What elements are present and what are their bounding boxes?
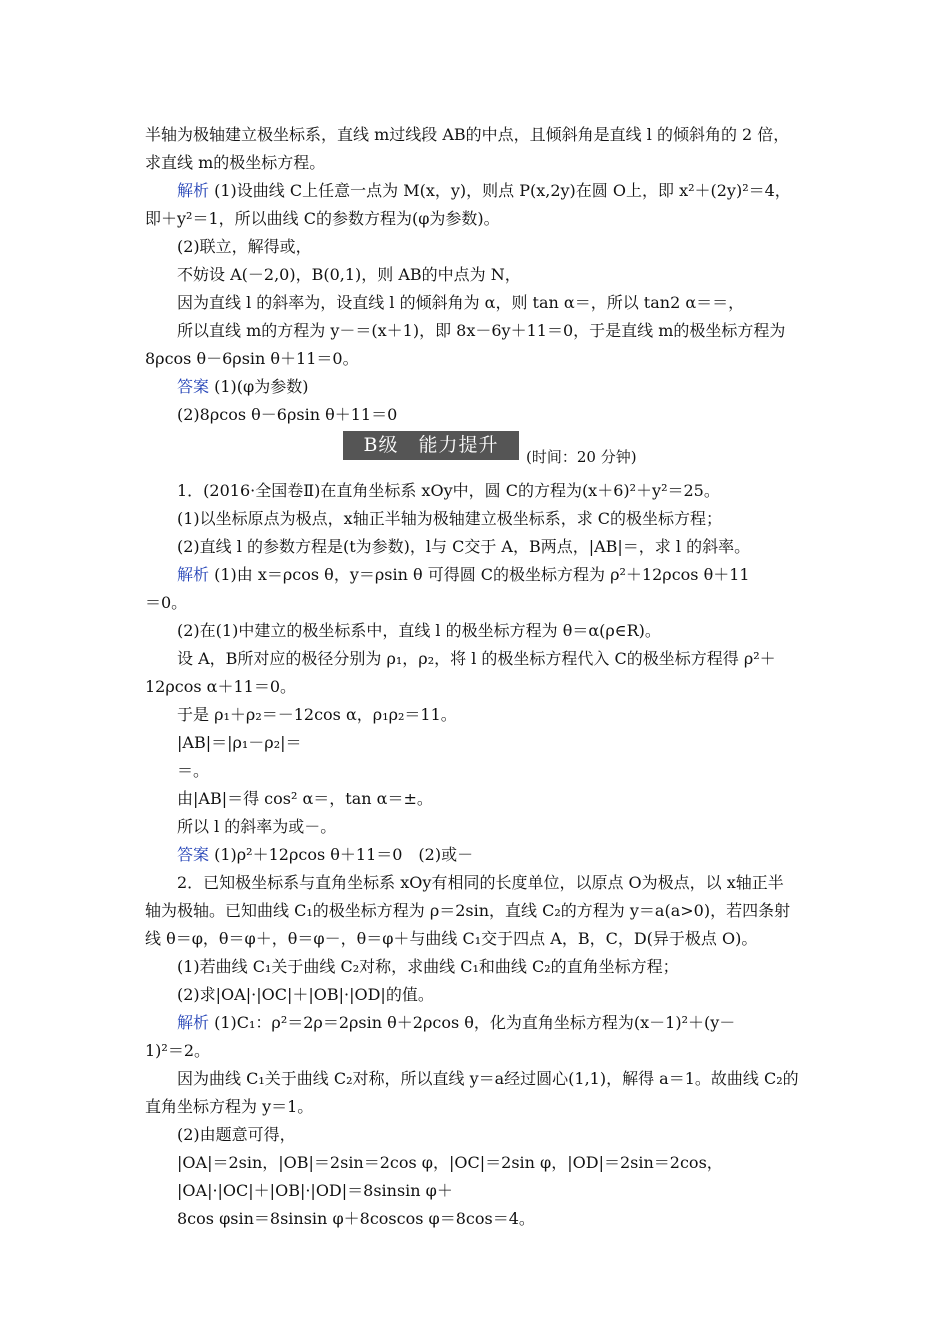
text-line: 由|AB|＝得 cos² α＝，tan α＝±。	[177, 789, 433, 808]
answer-line	[177, 377, 308, 397]
text-line: (2)联立，解得或，	[177, 237, 312, 256]
text-line: 所以直线 m的方程为 y－＝(x＋1)，即 8x－6y＋11＝0，于是直线 m的极坐标方程为	[177, 321, 786, 340]
text-line: ＝。	[177, 761, 210, 780]
text-line: (2)由题意可得，	[177, 1125, 296, 1144]
solution-text: (1)设曲线 C上任意一点为 M(x，y)，则点 P(x,2y)在圆 O上，即 x²＋(2y)²＝4，	[214, 181, 791, 200]
text-line: (1)以坐标原点为极点，x轴正半轴为极轴建立极坐标系，求 C的极坐标方程；	[177, 509, 723, 528]
solution-label: 解析	[177, 1013, 210, 1032]
text-line: 直角坐标方程为 y＝1。	[145, 1097, 314, 1116]
solution-line	[177, 181, 791, 201]
text-line: 12ρcos α＋11＝0。	[145, 677, 297, 696]
text-line: ＝0。	[145, 593, 188, 612]
answer-label: 答案	[177, 377, 210, 396]
solution-text: (1)由 x＝ρcos θ，y＝ρsin θ 可得圆 C的极坐标方程为 ρ²＋12ρcos θ＋11	[214, 565, 750, 584]
text-line: 所以 l 的斜率为或－。	[177, 817, 337, 836]
question-line: 1．(2016·全国卷Ⅱ)在直角坐标系 xOy中，圆 C的方程为(x＋6)²＋y²＝25。	[177, 481, 720, 500]
solution-line	[177, 1013, 735, 1033]
text-line: (2)8ρcos θ－6ρsin θ＋11＝0	[177, 405, 398, 424]
answer-label: 答案	[177, 845, 210, 864]
text-line: 设 A，B所对应的极径分别为 ρ₁，ρ₂，将 l 的极坐标方程代入 C的极坐标方程得 ρ²＋	[177, 649, 776, 668]
text-line: 即＋y²＝1，所以曲线 C的参数方程为(φ为参数)。	[145, 209, 500, 228]
text-line: 因为曲线 C₁关于曲线 C₂对称，所以直线 y＝a经过圆心(1,1)，解得 a＝1。故曲线 C₂的	[177, 1069, 799, 1088]
text-line: 8ρcos θ－6ρsin θ＋11＝0。	[145, 349, 359, 368]
text-line: (2)求|OA|·|OC|＋|OB|·|OD|的值。	[177, 985, 434, 1004]
solution-label: 解析	[177, 565, 210, 584]
solution-text: (1)C₁：ρ²＝2ρ＝2ρsin θ＋2ρcos θ，化为直角坐标方程为(x－1)²＋(y－	[214, 1013, 736, 1032]
text-line: 因为直线 l 的斜率为，设直线 l 的倾斜角为 α，则 tan α＝，所以 tan2 α＝＝，	[177, 293, 745, 312]
text-line: |OA|＝2sin，|OB|＝2sin＝2cos φ，|OC|＝2sin φ，|OD|＝2sin＝2cos，	[177, 1153, 723, 1172]
answer-text: (1)(φ为参数)	[214, 377, 309, 396]
answer-line	[177, 845, 473, 865]
text-line: (1)若曲线 C₁关于曲线 C₂对称，求曲线 C₁和曲线 C₂的直角坐标方程；	[177, 957, 679, 976]
question-line: 2．已知极坐标系与直角坐标系 xOy有相同的长度单位，以原点 O为极点，以 x轴正半	[177, 873, 784, 892]
text-line: 轴为极轴。已知曲线 C₁的极坐标方程为 ρ＝2sin，直线 C₂的方程为 y＝a(a>0)，若四条射	[145, 901, 791, 920]
text-line: 1)²＝2。	[145, 1041, 211, 1060]
solution-label: 解析	[177, 181, 210, 200]
answer-text: (1)ρ²＋12ρcos θ＋11＝0 (2)或－	[214, 845, 474, 864]
text-line: 8cos φsin＝8sinsin φ＋8coscos φ＝8cos＝4。	[177, 1209, 535, 1228]
text-line: (2)直线 l 的参数方程是(t为参数)，l与 C交于 A，B两点，|AB|＝，求 l 的斜率。	[177, 537, 751, 556]
text-line: 求直线 m的极坐标方程。	[145, 153, 326, 172]
text-line: |AB|＝|ρ₁－ρ₂|＝	[177, 733, 302, 752]
text-line: 不妨设 A(－2,0)，B(0,1)，则 AB的中点为 N，	[177, 265, 521, 284]
text-line: 于是 ρ₁＋ρ₂＝－12cos α，ρ₁ρ₂＝11。	[177, 705, 457, 724]
time-note: (时间：20 分钟)	[526, 448, 637, 466]
text-line: (2)在(1)中建立的极坐标系中，直线 l 的极坐标方程为 θ＝α(ρ∈R)。	[177, 621, 661, 640]
text-line: 半轴为极轴建立极坐标系，直线 m过线段 AB的中点，且倾斜角是直线 l 的倾斜角的 2 倍，	[145, 125, 790, 144]
solution-line	[177, 565, 750, 585]
text-line: |OA|·|OC|＋|OB|·|OD|＝8sinsin φ＋	[177, 1181, 453, 1200]
text-line: 线 θ＝φ，θ＝φ＋，θ＝φ－，θ＝φ＋与曲线 C₁交于四点 A，B，C，D(异于极点 O)。	[145, 929, 758, 948]
section-banner: B级 能力提升	[343, 431, 519, 460]
